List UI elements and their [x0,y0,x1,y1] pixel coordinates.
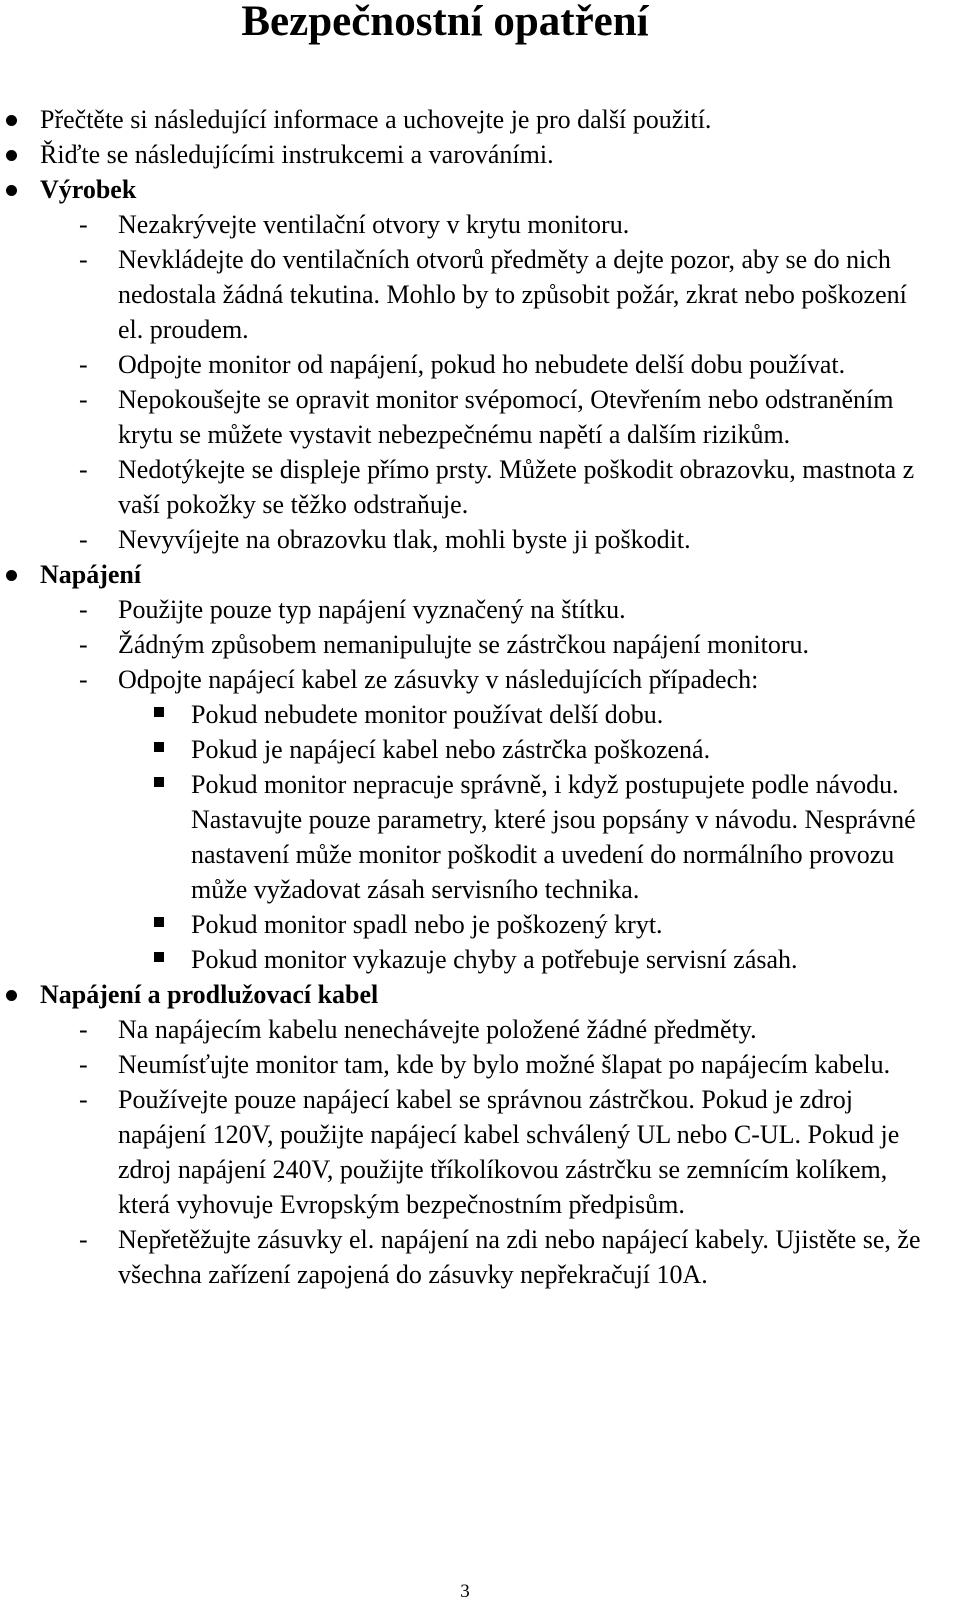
list-item [0,592,938,627]
section-heading-product [0,172,960,207]
bullet-dot-icon [6,115,17,126]
section-heading-power-extension [0,977,960,1012]
intro-text: Řiďte se následujícími instrukcemi a varováními. [40,140,554,169]
sub-list-item [0,942,941,977]
list-item [0,522,938,557]
dash-marker: - [79,1225,88,1254]
bullet-dot-icon [6,185,17,196]
sub-list-item [0,697,941,732]
document-body [0,102,960,1292]
sub-list-item [0,767,941,907]
section-heading-power [0,557,960,592]
square-bullet-icon [154,742,164,752]
sub-list-item [0,907,941,942]
sub-list-item-text: Pokud monitor spadl nebo je poškozený kryt. [191,910,663,939]
list-item-text: Nepřetěžujte zásuvky el. napájení na zdi nebo napájecí kabely. Ujistěte se, že všechna zařízení zapojená do zásuvky nepřekračují 10A. [118,1225,921,1289]
dash-marker: - [79,1015,88,1044]
square-bullet-icon [154,777,164,787]
dash-marker: - [79,1085,88,1114]
dash-marker: - [79,455,88,484]
list-item [0,382,938,452]
list-item [0,207,938,242]
list-item-text: Žádným způsobem nemanipulujte se zástrčkou napájení monitoru. [118,630,809,659]
list-item [0,242,938,347]
list-item-text: Používejte pouze napájecí kabel se správnou zástrčkou. Pokud je zdroj napájení 120V, použijte napájecí kabel schválený UL nebo C-UL. Pokud je zdroj napájení 240V, použijte tříkolíkovou zástrčku se zemnícím kolíkem, která vyhovuje Evropským bezpečnostním předpisům. [118,1085,900,1219]
list-item-text: Nepokoušejte se opravit monitor svépomocí, Otevřením nebo odstraněním krytu se můžete vystavit nebezpečnému napětí a dalším rizikům. [118,385,894,449]
list-item-text: Odpojte napájecí kabel ze zásuvky v následujících případech: [118,665,759,694]
square-bullet-icon [154,917,164,927]
dash-marker: - [79,595,88,624]
bullet-dot-icon [6,570,17,581]
intro-text: Přečtěte si následující informace a uchovejte je pro další použití. [40,105,712,134]
dash-marker: - [79,525,88,554]
list-item-text: Nevkládejte do ventilačních otvorů předměty a dejte pozor, aby se do nich nedostala žádná tekutina. Mohlo by to způsobit požár, zkrat nebo poškození el. proudem. [118,245,907,344]
list-item-text: Nezakrývejte ventilační otvory v krytu monitoru. [118,210,630,239]
list-item [0,1047,938,1082]
section-heading-text: Napájení [40,560,142,589]
list-item-text: Na napájecím kabelu nenechávejte položené žádné předměty. [118,1015,757,1044]
bullet-dot-icon [6,990,17,1001]
list-item-text: Nedotýkejte se displeje přímo prsty. Můžete poškodit obrazovku, mastnota z vaší pokožky se těžko odstraňuje. [118,455,915,519]
section-heading-text: Napájení a prodlužovací kabel [40,980,379,1009]
list-item [0,1082,938,1222]
page-number: 3 [460,1581,470,1602]
dash-marker: - [79,1050,88,1079]
intro-bullet [0,137,960,172]
sub-list-item [0,732,941,767]
dash-marker: - [79,630,88,659]
list-item-text: Nevyvíjejte na obrazovku tlak, mohli byste ji poškodit. [118,525,691,554]
list-item [0,662,938,697]
dash-marker: - [79,210,88,239]
sub-list-item-text: Pokud nebudete monitor používat delší dobu. [191,700,664,729]
list-item [0,627,938,662]
dash-marker: - [79,245,88,274]
square-bullet-icon [154,707,164,717]
sub-list-item-text: Pokud monitor vykazuje chyby a potřebuje servisní zásah. [191,945,798,974]
bullet-dot-icon [6,150,17,161]
intro-bullet [0,102,960,137]
sub-list-item-text: Pokud je napájecí kabel nebo zástrčka poškozená. [191,735,711,764]
section-heading-text: Výrobek [40,175,137,204]
list-item [0,1222,938,1292]
dash-marker: - [79,350,88,379]
square-bullet-icon [154,952,164,962]
dash-marker: - [79,665,88,694]
list-item-text: Použijte pouze typ napájení vyznačený na štítku. [118,595,626,624]
list-item [0,347,938,382]
sub-list-item-text: Pokud monitor nepracuje správně, i když postupujete podle návodu. Nastavujte pouze parametry, které jsou popsány v návodu. Nesprávné nastavení může monitor poškodit a uvedení do normálního provozu může vyžadovat zásah servisního technika. [191,770,916,904]
page-title: Bezpečnostní opatření [241,0,649,45]
dash-marker: - [79,385,88,414]
list-item [0,1012,938,1047]
list-item-text: Neumísťujte monitor tam, kde by bylo možné šlapat po napájecím kabelu. [118,1050,891,1079]
list-item-text: Odpojte monitor od napájení, pokud ho nebudete delší dobu používat. [118,350,846,379]
list-item [0,452,938,522]
